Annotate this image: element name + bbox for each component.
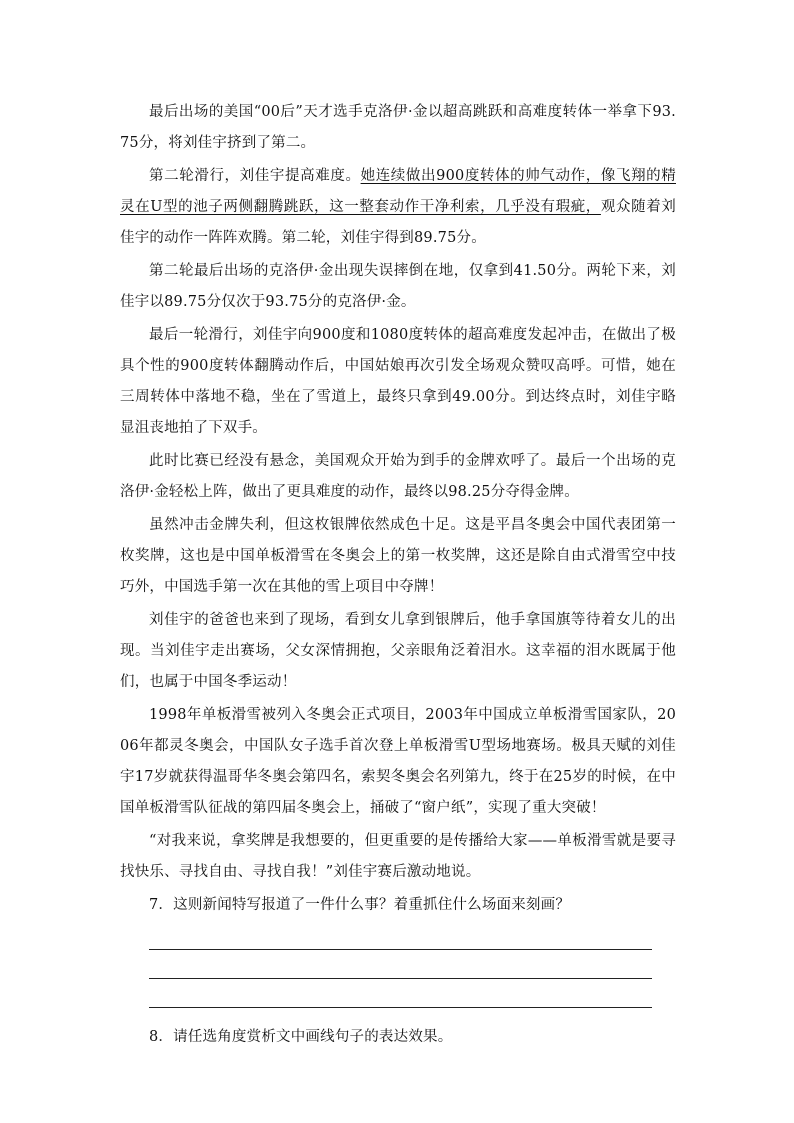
answer-area-q7[interactable] [120,949,676,1008]
answer-line[interactable] [149,1007,652,1008]
paragraph-5: 此时比赛已经没有悬念，美国观众开始为到手的金牌欢呼了。最后一个出场的克洛伊·金轻松上阵，做出了更具难度的动作，最终以98.25分夺得金牌。 [120,453,676,500]
paragraph-7: 刘佳宇的爸爸也来到了现场，看到女儿拿到银牌后，他手拿国旗等待着女儿的出现。当刘佳宇走出赛场，父女深情拥抱，父亲眼角泛着泪水。这幸福的泪水既属于他们，也属于中国冬季运动！ [120,612,676,690]
answer-line[interactable] [149,949,652,950]
paragraph-3: 第二轮最后出场的克洛伊·金出现失误摔倒在地，仅拿到41.50分。两轮下来，刘佳宇以89.75分仅次于93.75分的克洛伊·金。 [120,263,676,310]
question-7: 7．这则新闻特写报道了一件什么事？着重抓住什么场面来刻画？ [149,897,571,913]
paragraph-2-rest: 观众随着刘佳宇的动作一阵阵欢腾。第二轮，刘佳宇得到89.75分。 [120,199,677,246]
paragraph-1: 最后出场的美国“00后”天才选手克洛伊·金以超高跳跃和高难度转体一举拿下93.75分，将刘佳宇挤到了第二。 [120,104,676,151]
paragraph-2-intro: 第二轮滑行，刘佳宇提高难度。 [149,168,361,184]
underlined-sentence: 她连续做出900度转体的帅气动作，像飞翔的精灵在U型的池子两侧翻腾跳跃，这一整套动作干净利索，几乎没有瑕疵， [120,168,676,215]
document-page [120,97,676,1053]
paragraph-2 [120,161,676,254]
answer-line[interactable] [149,978,652,979]
paragraph-4: 最后一轮滑行，刘佳宇向900度和1080度转体的超高难度发起冲击，在做出了极具个性的900度转体翻腾动作后，中国姑娘再次引发全场观众赞叹高呼。可惜，她在三周转体中落地不稳，坐在了雪道上，最终只拿到49.00分。到达终点时，刘佳宇略显沮丧地拍了下双手。 [120,327,676,436]
paragraph-9: “对我来说，拿奖牌是我想要的，但更重要的是传播给大家——单板滑雪就是要寻找快乐、寻找自由、寻找自我！”刘佳宇赛后激动地说。 [120,833,676,880]
paragraph-8: 1998年单板滑雪被列入冬奥会正式项目，2003年中国成立单板滑雪国家队，2006年都灵冬奥会，中国队女子选手首次登上单板滑雪U型场地赛场。极具天赋的刘佳宇17岁就获得温哥华冬奥会第四名，索契冬奥会名列第九，终于在25岁的时候，在中国单板滑雪队征战的第四届冬奥会上，捅破了“窗户纸”，实现了重大突破！ [120,707,676,816]
question-8: 8．请任选角度赏析文中画线句子的表达效果。 [149,1029,453,1045]
paragraph-6: 虽然冲击金牌失利，但这枚银牌依然成色十足。这是平昌冬奥会中国代表团第一枚奖牌，这也是中国单板滑雪在冬奥会上的第一枚奖牌，这还是除自由式滑雪空中技巧外，中国选手第一次在其他的雪上项目中夺牌！ [120,517,676,595]
